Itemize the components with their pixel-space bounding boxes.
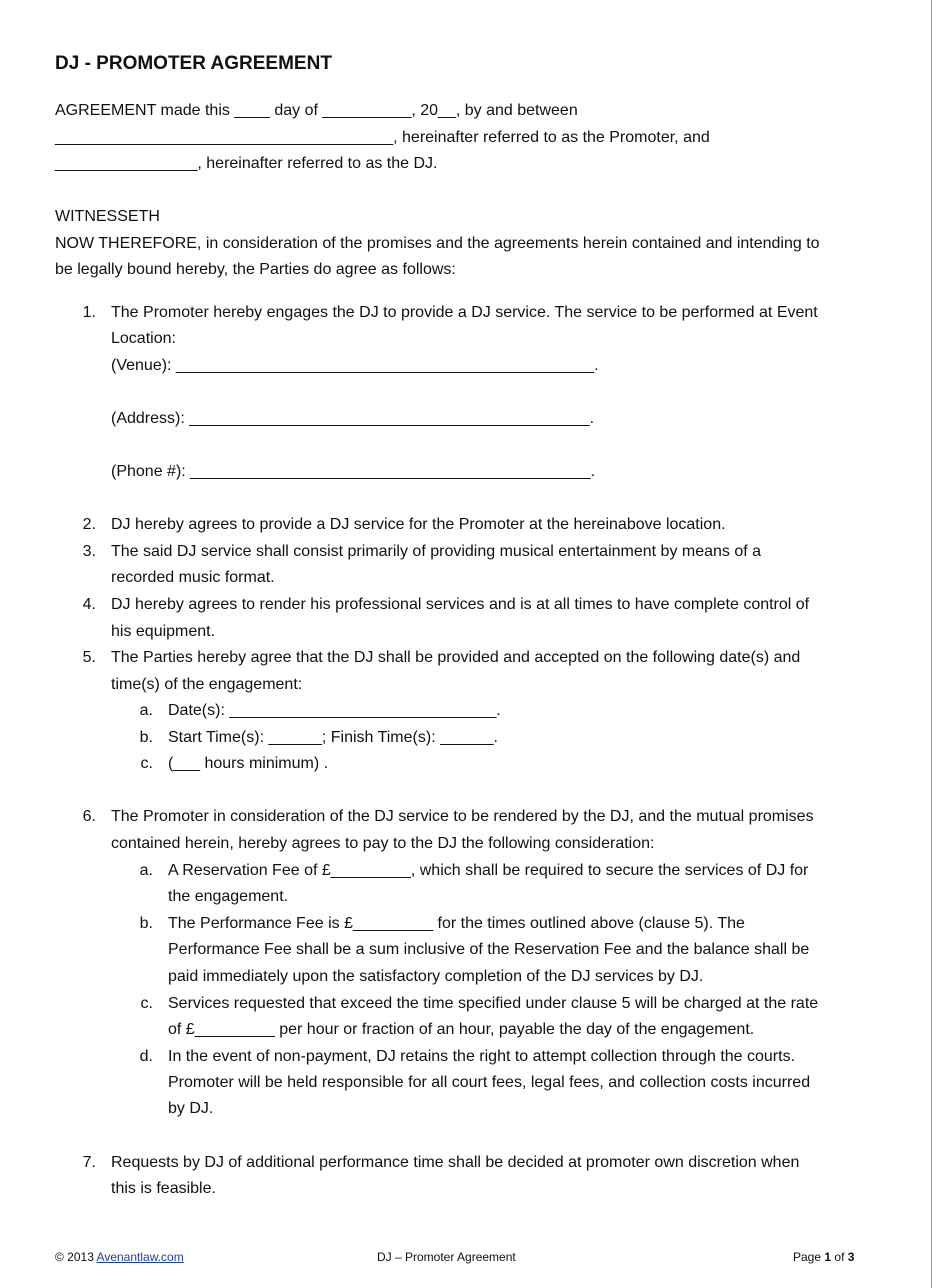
clause-6a-letter: a.	[139, 862, 153, 879]
clause-6b-line-2: Performance Fee shall be a sum inclusive of the Reservation Fee and the balance shall be	[168, 941, 810, 958]
footer-page-number	[793, 1250, 854, 1264]
clause-3-line-2: recorded music format.	[111, 569, 275, 586]
dates-field: Date(s): ______________________________.	[168, 702, 501, 719]
clause-1-number: 1.	[82, 304, 96, 321]
clause-6-number: 6.	[82, 808, 96, 825]
clause-6c-line-1: Services requested that exceed the time specified under clause 5 will be charged at the rate	[168, 995, 819, 1012]
clause-4-line-1: DJ hereby agrees to render his professional services and is at all times to have complete control of	[111, 596, 810, 613]
footer-link[interactable]: Avenantlaw.com	[96, 1250, 184, 1264]
venue-field: (Venue): _______________________________________________.	[111, 357, 599, 374]
clause-6d-line-1: In the event of non-payment, DJ retains the right to attempt collection through the courts.	[168, 1048, 796, 1065]
clause-4-number: 4.	[82, 596, 96, 613]
witnesseth-heading: WITNESSETH	[55, 208, 160, 225]
intro-line-1: AGREEMENT made this ____ day of __________, 20__, by and between	[55, 102, 578, 119]
phone-field: (Phone #): _____________________________________________.	[111, 463, 596, 480]
clause-2-number: 2.	[82, 516, 96, 533]
clause-4-line-2: his equipment.	[111, 623, 216, 640]
clause-6d-line-3: by DJ.	[168, 1100, 214, 1117]
clause-5b-letter: b.	[139, 729, 153, 746]
page-of-label: of	[834, 1250, 845, 1264]
clause-6b-line-1: The Performance Fee is £_________ for the times outlined above (clause 5). The	[168, 915, 745, 932]
clause-1-line-2: Location:	[111, 330, 176, 347]
recital-line-2: be legally bound hereby, the Parties do agree as follows:	[55, 261, 456, 278]
clause-6b-letter: b.	[139, 915, 153, 932]
clause-5c-letter: c.	[140, 755, 153, 772]
clause-3-number: 3.	[82, 543, 96, 560]
clause-6b-line-3: paid immediately upon the satisfactory completion of the DJ services by DJ.	[168, 968, 704, 985]
page-label: Page	[793, 1250, 822, 1264]
hours-minimum-field: (___ hours minimum) .	[168, 755, 329, 772]
clause-6c-letter: c.	[140, 995, 153, 1012]
clause-5-line-2: time(s) of the engagement:	[111, 676, 303, 693]
intro-line-3: ________________, hereinafter referred to as the DJ.	[55, 155, 438, 172]
footer-copyright: © 2013	[55, 1250, 94, 1264]
clause-6c-line-2: of £_________ per hour or fraction of an hour, payable the day of the engagement.	[168, 1021, 755, 1038]
clause-6a-line-1: A Reservation Fee of £_________, which shall be required to secure the services of DJ for	[168, 862, 809, 879]
clause-6a-line-2: the engagement.	[168, 888, 289, 905]
page-current: 1	[824, 1250, 832, 1264]
clause-7-line-2: this is feasible.	[111, 1180, 216, 1197]
clause-2-line-1: DJ hereby agrees to provide a DJ service for the Promoter at the hereinabove location.	[111, 516, 726, 533]
clause-5-number: 5.	[82, 649, 96, 666]
clause-6d-letter: d.	[139, 1048, 153, 1065]
clause-7-number: 7.	[82, 1154, 96, 1171]
clause-6-line-2: contained herein, hereby agrees to pay to the DJ the following consideration:	[111, 835, 655, 852]
clause-7-line-1: Requests by DJ of additional performance time shall be decided at promoter own discretion when	[111, 1154, 800, 1171]
clause-6-line-1: The Promoter in consideration of the DJ service to be rendered by the DJ, and the mutual promises	[111, 808, 814, 825]
clause-1-line-1: The Promoter hereby engages the DJ to provide a DJ service. The service to be performed at Event	[111, 304, 818, 321]
page-total: 3	[847, 1250, 855, 1264]
times-field: Start Time(s): ______; Finish Time(s): ______.	[168, 729, 498, 746]
clause-5a-letter: a.	[139, 702, 153, 719]
footer-title: DJ – Promoter Agreement	[377, 1250, 516, 1264]
clause-5-line-1: The Parties hereby agree that the DJ shall be provided and accepted on the following date(s) and	[111, 649, 801, 666]
recital-line-1: NOW THEREFORE, in consideration of the promises and the agreements herein contained and intending to	[55, 235, 820, 252]
address-field: (Address): _____________________________________________.	[111, 410, 595, 427]
clause-3-line-1: The said DJ service shall consist primarily of providing musical entertainment by means of a	[111, 543, 762, 560]
footer-left	[55, 1250, 184, 1264]
intro-line-2: ______________________________________, hereinafter referred to as the Promoter, and	[55, 129, 710, 146]
clause-6d-line-2: Promoter will be held responsible for all court fees, legal fees, and collection costs incurred	[168, 1074, 811, 1091]
document-title: DJ - PROMOTER AGREEMENT	[55, 53, 332, 74]
